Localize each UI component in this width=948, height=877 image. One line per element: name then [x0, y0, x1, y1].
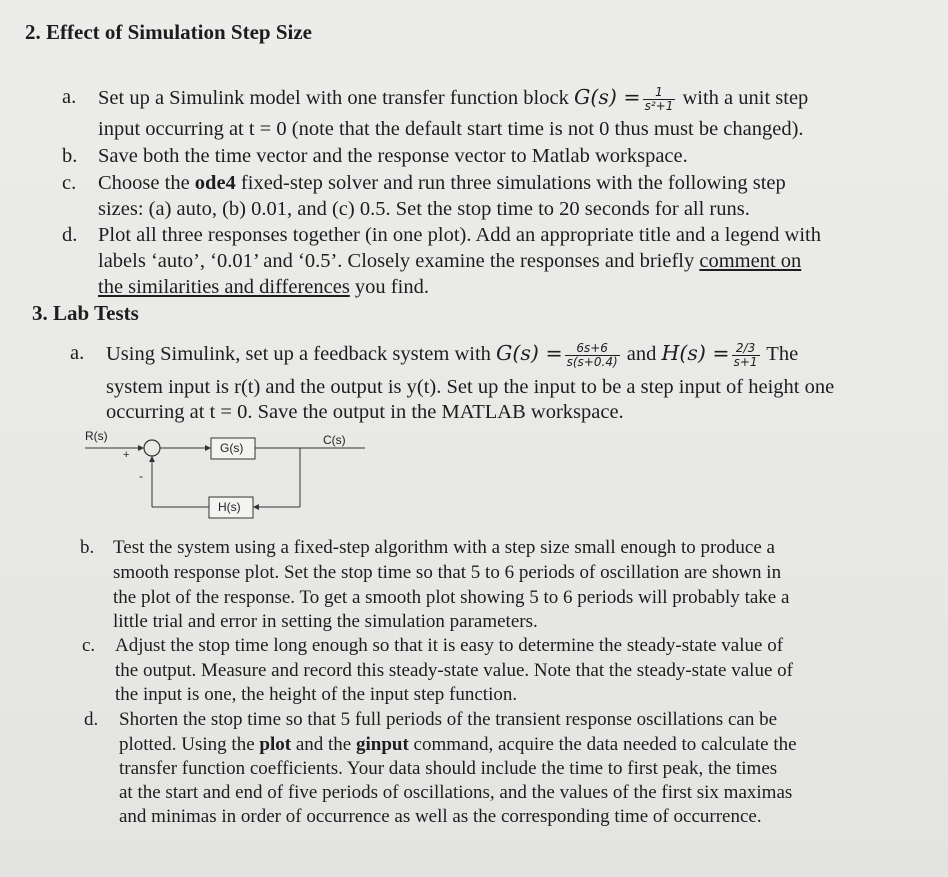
ginput-command: ginput — [355, 734, 409, 755]
item-2a-text: Set up a Simulink model with one transfer function block — [98, 87, 574, 109]
item-3a-marker: a. — [70, 342, 85, 364]
fraction-numerator: 2/3 — [732, 342, 760, 356]
fraction-denominator: s+1 — [733, 354, 758, 369]
item-3d-text-end: command, acquire the data needed to calculate the — [408, 734, 797, 755]
item-2a-line2: input occurring at t = 0 (note that the default start time is not 0 thus must be changed). — [98, 118, 804, 140]
transfer-function-g: G(s) = — [496, 341, 563, 365]
item-2a-line1 — [98, 85, 808, 113]
item-2d-text-end: you find. — [349, 276, 429, 298]
output-label: C(s) — [323, 433, 346, 447]
item-3d-line5: and minimas in order of occurrence as well as the corresponding time of occurrence. — [119, 806, 762, 827]
fraction-numerator: 6s+6 — [565, 342, 620, 356]
h-block-label: H(s) — [218, 500, 241, 514]
transfer-function-g: G(s) = — [573, 85, 641, 109]
item-3a-line3: occurring at t = 0. Save the output in the MATLAB workspace. — [106, 401, 624, 423]
item-2d-marker: d. — [62, 224, 78, 246]
fraction-denominator: s²+1 — [644, 98, 674, 113]
item-2c-line1 — [98, 171, 786, 195]
item-2c-text-end: fixed-step solver and run three simulations with the following step — [235, 172, 786, 194]
summing-junction — [144, 440, 160, 456]
g-block-label: G(s) — [220, 441, 244, 455]
input-label: R(s) — [85, 429, 108, 443]
item-3a-line1 — [106, 341, 798, 369]
feedback-block-diagram — [85, 425, 375, 525]
section-2-heading: 2. Effect of Simulation Step Size — [25, 20, 312, 44]
fraction-denominator: s(s+0.4) — [566, 354, 618, 369]
item-3b-line3: the plot of the response. To get a smooth plot showing 5 to 6 periods will probably take a — [113, 587, 790, 608]
item-3a-text-end: The — [761, 343, 799, 365]
plot-command: plot — [259, 734, 292, 755]
item-3d-marker: d. — [84, 709, 99, 730]
item-2d-text: labels ‘auto’, ‘0.01’ and ‘0.5’. Closely examine the responses and briefly — [98, 250, 700, 272]
underlined-text: comment on — [699, 250, 802, 272]
item-3b-line2: smooth response plot. Set the stop time so that 5 to 6 periods of oscillation are shown in — [113, 562, 782, 583]
item-3d-text-and: and the — [291, 734, 356, 755]
fraction-numerator: 1 — [643, 86, 676, 100]
input-arrow — [138, 445, 144, 451]
item-3c-line1: Adjust the stop time long enough so that it is easy to determine the steady-state value of — [115, 635, 784, 656]
fraction-h — [732, 342, 760, 369]
item-3d-line4: at the start and end of five periods of oscillations, and the values of the first six maximas — [119, 782, 793, 803]
item-3a-text: Using Simulink, set up a feedback system with — [106, 343, 497, 365]
item-3c-line2: the output. Measure and record this steady-state value. Note that the steady-state value of — [115, 660, 793, 681]
section-3-heading: 3. Lab Tests — [32, 301, 139, 325]
item-2a-text-end: with a unit step — [677, 87, 809, 109]
solver-name: ode4 — [194, 172, 236, 194]
plus-sign: + — [123, 449, 130, 461]
item-3b-line4: little trial and error in setting the simulation parameters. — [113, 611, 538, 632]
underlined-text-2: the similarities and differences — [98, 276, 350, 298]
fraction-g — [565, 342, 620, 369]
item-2c-line2: sizes: (a) auto, (b) 0.01, and (c) 0.5. Set the stop time to 20 seconds for all runs. — [98, 198, 750, 220]
item-3a-line2: system input is r(t) and the output is y(t). Set up the input to be a step input of height one — [106, 376, 835, 398]
item-3a-text-and: and — [621, 343, 662, 365]
item-2b-text: Save both the time vector and the response vector to Matlab workspace. — [98, 145, 688, 167]
item-2a-marker: a. — [62, 86, 77, 108]
item-3c-marker: c. — [82, 635, 96, 656]
item-3d-line3: transfer function coefficients. Your data should include the time to first peak, the times — [119, 758, 778, 779]
item-2b-marker: b. — [62, 145, 78, 167]
item-2d-line3 — [98, 275, 429, 299]
h-to-sum-arrow — [149, 456, 155, 462]
feedback-to-h-arrow — [253, 504, 259, 510]
item-2d-line2 — [98, 249, 801, 273]
fraction-2a — [643, 86, 676, 113]
item-3b-marker: b. — [80, 537, 95, 558]
minus-sign: - — [139, 469, 143, 483]
item-3d-text: plotted. Using the — [119, 734, 260, 755]
item-2d-line1: Plot all three responses together (in one plot). Add an appropriate title and a legend with — [98, 224, 821, 246]
item-3d-line1: Shorten the stop time so that 5 full periods of the transient response oscillations can be — [119, 709, 778, 730]
item-2c-text: Choose the — [98, 172, 195, 194]
transfer-function-h: H(s) = — [661, 341, 730, 365]
item-3d-line2 — [119, 733, 797, 757]
item-3c-line3: the input is one, the height of the input step function. — [115, 684, 518, 705]
item-2c-marker: c. — [62, 172, 77, 194]
item-3b-line1: Test the system using a fixed-step algorithm with a step size small enough to produce a — [113, 537, 775, 558]
sum-to-g-arrow — [205, 445, 211, 451]
